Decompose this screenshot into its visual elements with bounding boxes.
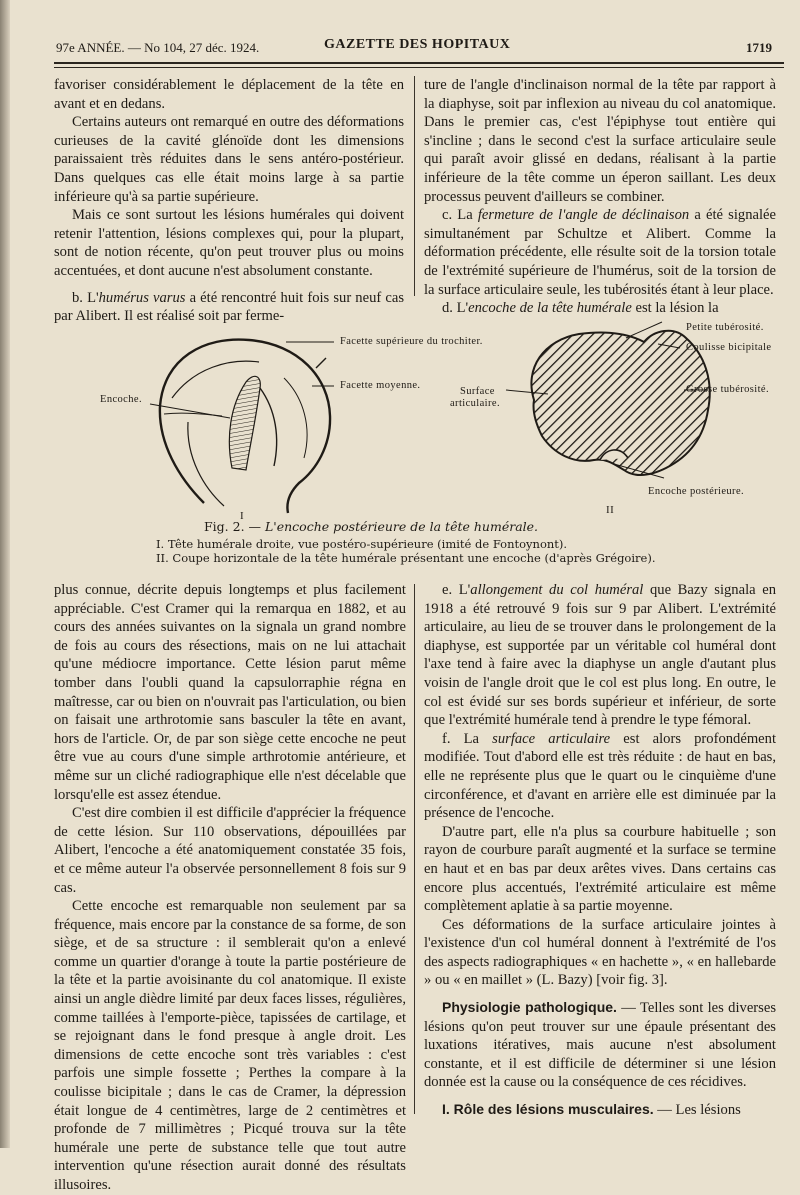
column-lower-left [54, 581, 406, 1195]
paragraph-allongement [424, 581, 776, 730]
label-surface: Surface [460, 386, 495, 397]
paragraph-surface [424, 730, 776, 823]
paragraph-role-lesions [424, 1100, 776, 1120]
paragraph-declinaison [424, 206, 776, 299]
label-petite-tuberosite: Petite tubérosité. [686, 322, 764, 333]
text-run: — Telles sont les diverses lésions qu'on peut trouver sur une épaule présentant des luxations itératives, mais aucune n'est absolument constante, et il est difficile de déterminer si une lésion donnée est la cause ou la conséquence de ces récidives. [424, 1000, 776, 1091]
text-run: f. La [442, 730, 493, 747]
figure-2 [54, 318, 784, 576]
italic-term: surface articulaire [492, 730, 611, 747]
figure-legend-1: I. Tête humérale droite, vue postéro-supérieure (imité de Fontoynont). [156, 537, 568, 551]
italic-term: allongement du col huméral [470, 582, 644, 598]
figure-number-1: I [240, 510, 245, 522]
paragraph: C'est dire combien il est difficile d'apprécier la fréquence de cette lésion. Sur 110 observations, dépouillées par Alibert, l'encoche a été anatomiquement constatée 35 fois, et ce même auteur l'a observée personnellement 8 fois sur 9 cas. [54, 805, 406, 896]
paragraph-physiologie [424, 998, 776, 1092]
column-upper-right [424, 76, 776, 318]
figure-caption [204, 519, 538, 534]
label-facette-superieure: Facette supérieure du trochiter. [340, 336, 483, 347]
subsection-heading: I. Rôle des lésions musculaires. [442, 1101, 654, 1118]
label-encoche: Encoche. [100, 394, 142, 405]
figure-legend-2: II. Coupe horizontale de la tête humérale présentant une encoche (d'après Grégoire). [156, 551, 656, 565]
paragraph: favoriser considérablement le déplacement de la tête en avant et en dedans. [54, 77, 404, 112]
column-divider [414, 76, 415, 296]
label-coulisse-bicipitale: Coulisse bicipitale [686, 342, 772, 353]
text-run: est la lésion la [631, 300, 719, 317]
section-heading: Physiologie pathologique. [442, 999, 617, 1016]
column-upper-left [54, 76, 404, 326]
paragraph: D'autre part, elle n'a plus sa courbure habituelle ; son rayon de courbure paraît augmenté et la surface se termine en haut et en bas par deux arêtes vives. Dans certains cas encore plus accentués, l'extrémité articulaire est même complètement aplatie à sa partie moyenne. [424, 823, 776, 915]
text-run: est alors profondément modifiée. Tout d'abord elle est très réduite : de haut en bas, elle ne représente plus que le quart ou le cinquième d'une circonférence, et d'avant en arrière elle est diminuée par la présence de l'encoche. [424, 730, 776, 822]
header-rule-thin [54, 67, 784, 68]
paragraph: Cette encoche est remarquable non seulement par sa fréquence, mais encore par la constance de sa forme, de son siège, et de sa structure : il semblerait qu'on a enlevé comme un quartier d'orange à toute la partie postérieure de la tête et la partie avoisinante du col anatomique. Il existe ainsi un angle dièdre limité par deux faces lisses, régulières, comme taillées à l'emporte-pièce, tapissées de cartilage, et se rejoignant dans le fond presque à angle droit. Les dimensions de cette encoche sont très variables : c'est parfois une simple fossette ; Perthes la compare à la coulisse bicipitale ; dans le cas de Cramer, la dépression était longue de 4 centimètres, large de 2 centimètres et profonde de 7 millimètres ; Picqué trouva sur la tête humérale une perte de substance telle que tout autre intervention qu'une résection aurait donné des résultats illusoires. [54, 898, 406, 1193]
header-rule-thick [54, 62, 784, 64]
paragraph: Ces déformations de la surface articulaire jointes à l'existence d'un col huméral donnent à l'extrémité de l'os des aspects radiographiques « en hachette », « en hallebarde » ou « en maillet » (L. Bazy) [voir fig. 3]. [424, 916, 776, 989]
paragraph-encoche [424, 299, 776, 318]
paragraph: ture de l'angle d'inclinaison normal de la tête par rapport à la diaphyse, soit par inflexion au niveau du col anatomique. Dans le premier cas, c'est l'épiphyse tout entière qui s'incline ; dans le second c'est la surface articulaire seule qui paraît avoir glissé en dedans, réalisant à la partie inférieure de la tête comme un éperon saillant. Les deux processus peuvent d'ailleurs se combiner. [424, 77, 776, 205]
paragraph: Mais ce sont surtout les lésions humérales qui doivent retenir l'attention, lésions complexes qui, pour la plupart, sont de notion récente, qu'on peut trouver plus ou moins accentuées, et dont aucune n'est absolument constante. [54, 207, 404, 279]
text-run: — Les lésions [653, 1102, 741, 1119]
horizontal-section-drawing [531, 331, 709, 475]
running-header [56, 36, 772, 58]
text-run: b. L' [72, 289, 99, 306]
label-articulaire: articulaire. [450, 398, 500, 409]
italic-term: encoche de la tête humérale [468, 300, 632, 317]
label-encoche-posterieure: Encoche postérieure. [648, 486, 745, 497]
text-run: a été rencontré huit fois sur neuf cas par Alibert. Il est réalisé soit par ferme- [54, 289, 404, 325]
paragraph: Certains auteurs ont remarqué en outre des déformations curieuses de la cavité glénoïde dont les dimensions paraissaient très réduites dans le sens antéro-postérieur. Dans quelques cas elle était moins large à sa partie inférieure qu'à sa partie supérieure. [54, 114, 404, 205]
humeral-head-drawing [160, 340, 330, 513]
column-divider [414, 584, 415, 1114]
text-run: d. L' [442, 300, 469, 317]
italic-term: humérus varus [98, 289, 186, 306]
page-number: 1719 [746, 40, 772, 55]
figure-number-2: II [606, 504, 615, 516]
paragraph: plus connue, décrite depuis longtemps et plus facilement appréciable. C'est Cramer qui la remarqua en 1882, et au cours des années suivantes on la signala un grand nombre de fois au cours des résections, mais on ne lui attachait qu'une médiocre importance. Cette lésion parut même tomber dans l'oubli quand la capsulorraphie régna en maîtresse, car ou bien on n'ouvrait pas l'articulation, ou bien on faisait une arthrotomie sans basculer la tête en avant, hors de l'article. Or, de par son siège cette encoche ne peut être vue au cours d'une simple arthrotomie antérieure, et même sur un cliché radiographique elle n'est décelable que lorsqu'elle est assez étendue. [54, 582, 406, 803]
issue-info: 97e ANNÉE. — No 104, 27 déc. 1924. [56, 40, 260, 55]
label-facette-moyenne: Facette moyenne. [340, 380, 421, 391]
caption-lead: Fig. 2. — [204, 519, 265, 534]
label-grosse-tuberosite: Grosse tubérosité. [686, 384, 770, 395]
page-spine-shadow [0, 0, 10, 1148]
text-run: a été signalée simultanément par Schultze et Alibert. Comme la déformation précédente, elle résulte soit de la torsion totale de l'extrémité supérieure de l'humérus, soit de la torsion de la surface articulaire seule, les tubérosités étant à leur place. [424, 207, 777, 298]
text-run: c. La [442, 207, 478, 224]
column-lower-right [424, 581, 776, 1120]
journal-title: GAZETTE DES HOPITAUX [324, 37, 511, 52]
caption-title: L'encoche postérieure de la tête humérale. [265, 519, 539, 534]
text-run: e. L' [442, 582, 471, 598]
italic-term: fermeture de l'angle de déclinaison [477, 207, 690, 224]
text-run: que Bazy signala en 1918 a été retrouvé 9 fois sur 9 par Alibert. L'extrémité articulaire, au lieu de se trouver dans le prolongement de la diaphyse, est supportée par un véritable col huméral dont l'axe tend à faire avec la diaphyse un angle d'autant plus voisin de l'angle droit que le col est plus long. En outre, le col est évidé sur ses bords supérieur et inférieur, de sorte que l'extrémité humérale tend à prendre le type fémoral. [424, 582, 776, 729]
